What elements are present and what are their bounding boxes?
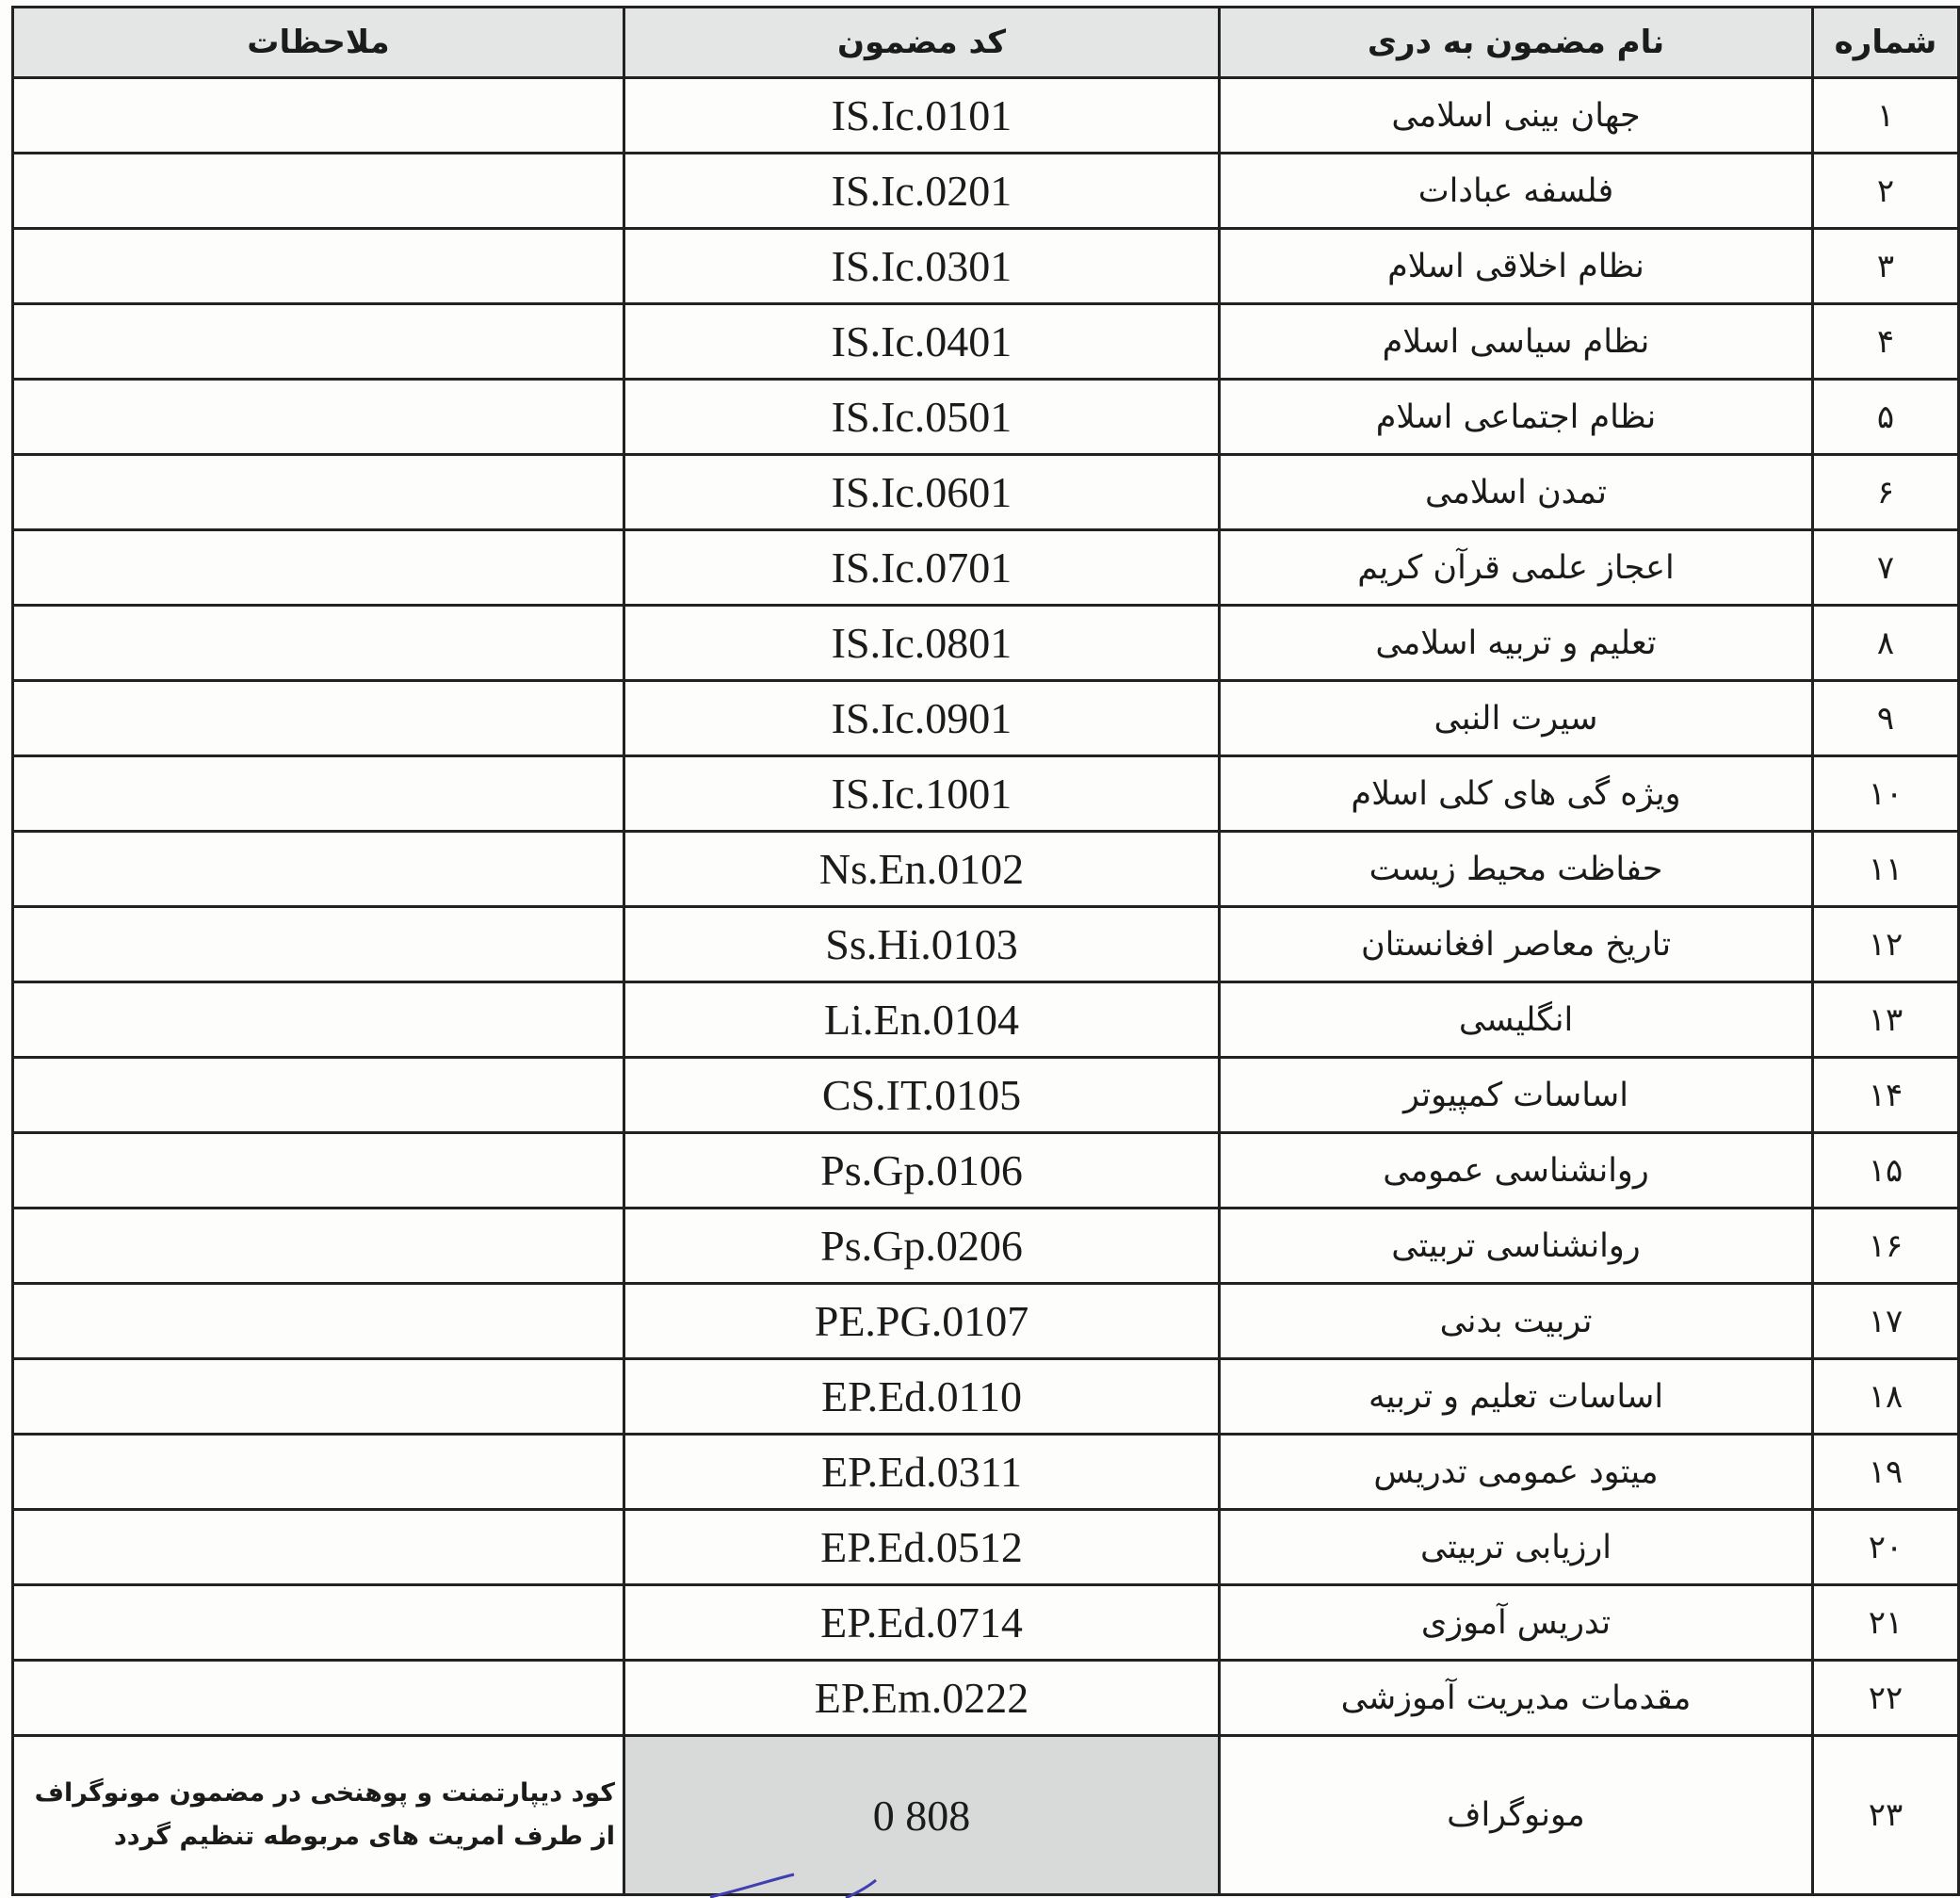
subject-name: نظام اجتماعی اسلام — [1220, 380, 1813, 455]
table-row — [13, 681, 1959, 756]
subject-code: PE.PG.0107 — [624, 1284, 1220, 1359]
notes-cell — [13, 681, 624, 756]
subject-name: روانشناسی عمومی — [1220, 1133, 1813, 1209]
subject-name: اعجاز علمی قرآن کریم — [1220, 530, 1813, 606]
subject-code: EP.Ed.0512 — [624, 1510, 1220, 1585]
subject-name: روانشناسی تربیتی — [1220, 1209, 1813, 1284]
table-row — [13, 1359, 1959, 1435]
notes-cell — [13, 1058, 624, 1133]
table-row — [13, 1661, 1959, 1736]
subject-code: IS.Ic.0101 — [624, 78, 1220, 154]
notes-cell — [13, 304, 624, 380]
table-row — [13, 304, 1959, 380]
subject-code: IS.Ic.0901 — [624, 681, 1220, 756]
subject-name: انگلیسی — [1220, 982, 1813, 1058]
header-subject-code: کد مضمون — [624, 8, 1220, 78]
row-number: ۱۲ — [1813, 907, 1959, 982]
subject-name: تاریخ معاصر افغانستان — [1220, 907, 1813, 982]
row-number: ۱۴ — [1813, 1058, 1959, 1133]
table-row — [13, 1284, 1959, 1359]
subject-name: تدریس آموزی — [1220, 1585, 1813, 1661]
row-number: ۲۳ — [1813, 1736, 1959, 1895]
notes-cell — [13, 1284, 624, 1359]
table-row — [13, 1510, 1959, 1585]
table-row-monograph — [13, 1736, 1959, 1895]
notes-cell — [13, 530, 624, 606]
header-notes: ملاحظات — [13, 8, 624, 78]
subject-code: Ps.Gp.0206 — [624, 1209, 1220, 1284]
table-row — [13, 1585, 1959, 1661]
notes-cell — [13, 1133, 624, 1209]
subject-code: EP.Ed.0110 — [624, 1359, 1220, 1435]
notes-cell — [13, 78, 624, 154]
row-number: ۵ — [1813, 380, 1959, 455]
notes-cell — [13, 606, 624, 681]
subject-code: Ps.Gp.0106 — [624, 1133, 1220, 1209]
subject-code: EP.Ed.0714 — [624, 1585, 1220, 1661]
row-number: ۱۱ — [1813, 832, 1959, 907]
row-number: ۷ — [1813, 530, 1959, 606]
subject-name: ویژه گی های کلی اسلام — [1220, 756, 1813, 832]
row-number: ۶ — [1813, 455, 1959, 530]
subject-name: جهان بینی اسلامی — [1220, 78, 1813, 154]
notes-cell — [13, 832, 624, 907]
subject-code: IS.Ic.0501 — [624, 380, 1220, 455]
subject-code: CS.IT.0105 — [624, 1058, 1220, 1133]
notes-cell: کود دیپارتمنت و پوهنخی در مضمون مونوگراف از طرف امریت های مربوطه تنظیم گردد — [13, 1736, 624, 1895]
row-number: ۱۹ — [1813, 1435, 1959, 1510]
row-number: ۱۶ — [1813, 1209, 1959, 1284]
subject-code: IS.Ic.0701 — [624, 530, 1220, 606]
row-number: ۸ — [1813, 606, 1959, 681]
notes-cell — [13, 1661, 624, 1736]
notes-cell — [13, 1585, 624, 1661]
subject-name: تمدن اسلامی — [1220, 455, 1813, 530]
subject-code: Li.En.0104 — [624, 982, 1220, 1058]
subject-name: ارزیابی تربیتی — [1220, 1510, 1813, 1585]
subject-code: IS.Ic.1001 — [624, 756, 1220, 832]
table-header — [13, 8, 1959, 78]
table-row — [13, 982, 1959, 1058]
subject-name: حفاظت محیط زیست — [1220, 832, 1813, 907]
table-row — [13, 530, 1959, 606]
row-number: ۴ — [1813, 304, 1959, 380]
subject-code: EP.Ed.0311 — [624, 1435, 1220, 1510]
table-body — [13, 78, 1959, 1895]
row-number: ۱۰ — [1813, 756, 1959, 832]
row-number: ۲ — [1813, 154, 1959, 229]
table-row — [13, 606, 1959, 681]
table-row — [13, 1058, 1959, 1133]
row-number: ۲۰ — [1813, 1510, 1959, 1585]
subjects-table — [11, 6, 1960, 1896]
row-number: ۱۸ — [1813, 1359, 1959, 1435]
subject-name: میتود عمومی تدریس — [1220, 1435, 1813, 1510]
notes-cell — [13, 982, 624, 1058]
row-number: ۲۱ — [1813, 1585, 1959, 1661]
subject-code: IS.Ic.0201 — [624, 154, 1220, 229]
subject-code: IS.Ic.0301 — [624, 229, 1220, 304]
subject-name: مونوگراف — [1220, 1736, 1813, 1895]
row-number: ۱ — [1813, 78, 1959, 154]
subject-code: IS.Ic.0401 — [624, 304, 1220, 380]
subject-name: تعلیم و تربیه اسلامی — [1220, 606, 1813, 681]
notes-cell — [13, 756, 624, 832]
table-row — [13, 229, 1959, 304]
notes-cell — [13, 1359, 624, 1435]
subject-name: اساسات تعلیم و تربیه — [1220, 1359, 1813, 1435]
notes-cell — [13, 1209, 624, 1284]
table-row — [13, 78, 1959, 154]
row-number: ۲۲ — [1813, 1661, 1959, 1736]
notes-cell — [13, 380, 624, 455]
row-number: ۹ — [1813, 681, 1959, 756]
notes-cell — [13, 455, 624, 530]
subject-code: Ss.Hi.0103 — [624, 907, 1220, 982]
table-row — [13, 1209, 1959, 1284]
table-row — [13, 1133, 1959, 1209]
notes-cell — [13, 154, 624, 229]
header-number: شماره — [1813, 8, 1959, 78]
subject-code: Ns.En.0102 — [624, 832, 1220, 907]
notes-cell — [13, 1435, 624, 1510]
row-number: ۱۵ — [1813, 1133, 1959, 1209]
subject-name: مقدمات مدیریت آموزشی — [1220, 1661, 1813, 1736]
subject-code: EP.Em.0222 — [624, 1661, 1220, 1736]
table-row — [13, 455, 1959, 530]
notes-cell — [13, 907, 624, 982]
table-row — [13, 1435, 1959, 1510]
table-row — [13, 380, 1959, 455]
row-number: ۱۳ — [1813, 982, 1959, 1058]
table-row — [13, 832, 1959, 907]
row-number: ۱۷ — [1813, 1284, 1959, 1359]
notes-cell — [13, 1510, 624, 1585]
subject-code: IS.Ic.0601 — [624, 455, 1220, 530]
subject-code: 0 808 — [624, 1736, 1220, 1895]
subject-name: اساسات کمپیوتر — [1220, 1058, 1813, 1133]
subject-name: نظام سیاسی اسلام — [1220, 304, 1813, 380]
notes-cell — [13, 229, 624, 304]
table-row — [13, 154, 1959, 229]
subject-name: فلسفه عبادات — [1220, 154, 1813, 229]
row-number: ۳ — [1813, 229, 1959, 304]
header-subject-name: نام مضمون به دری — [1220, 8, 1813, 78]
subject-code: IS.Ic.0801 — [624, 606, 1220, 681]
subject-name: تربیت بدنی — [1220, 1284, 1813, 1359]
table-row — [13, 907, 1959, 982]
table-row — [13, 756, 1959, 832]
signature-mark — [705, 1873, 968, 1898]
subject-name: نظام اخلاقی اسلام — [1220, 229, 1813, 304]
subject-name: سیرت النبی — [1220, 681, 1813, 756]
